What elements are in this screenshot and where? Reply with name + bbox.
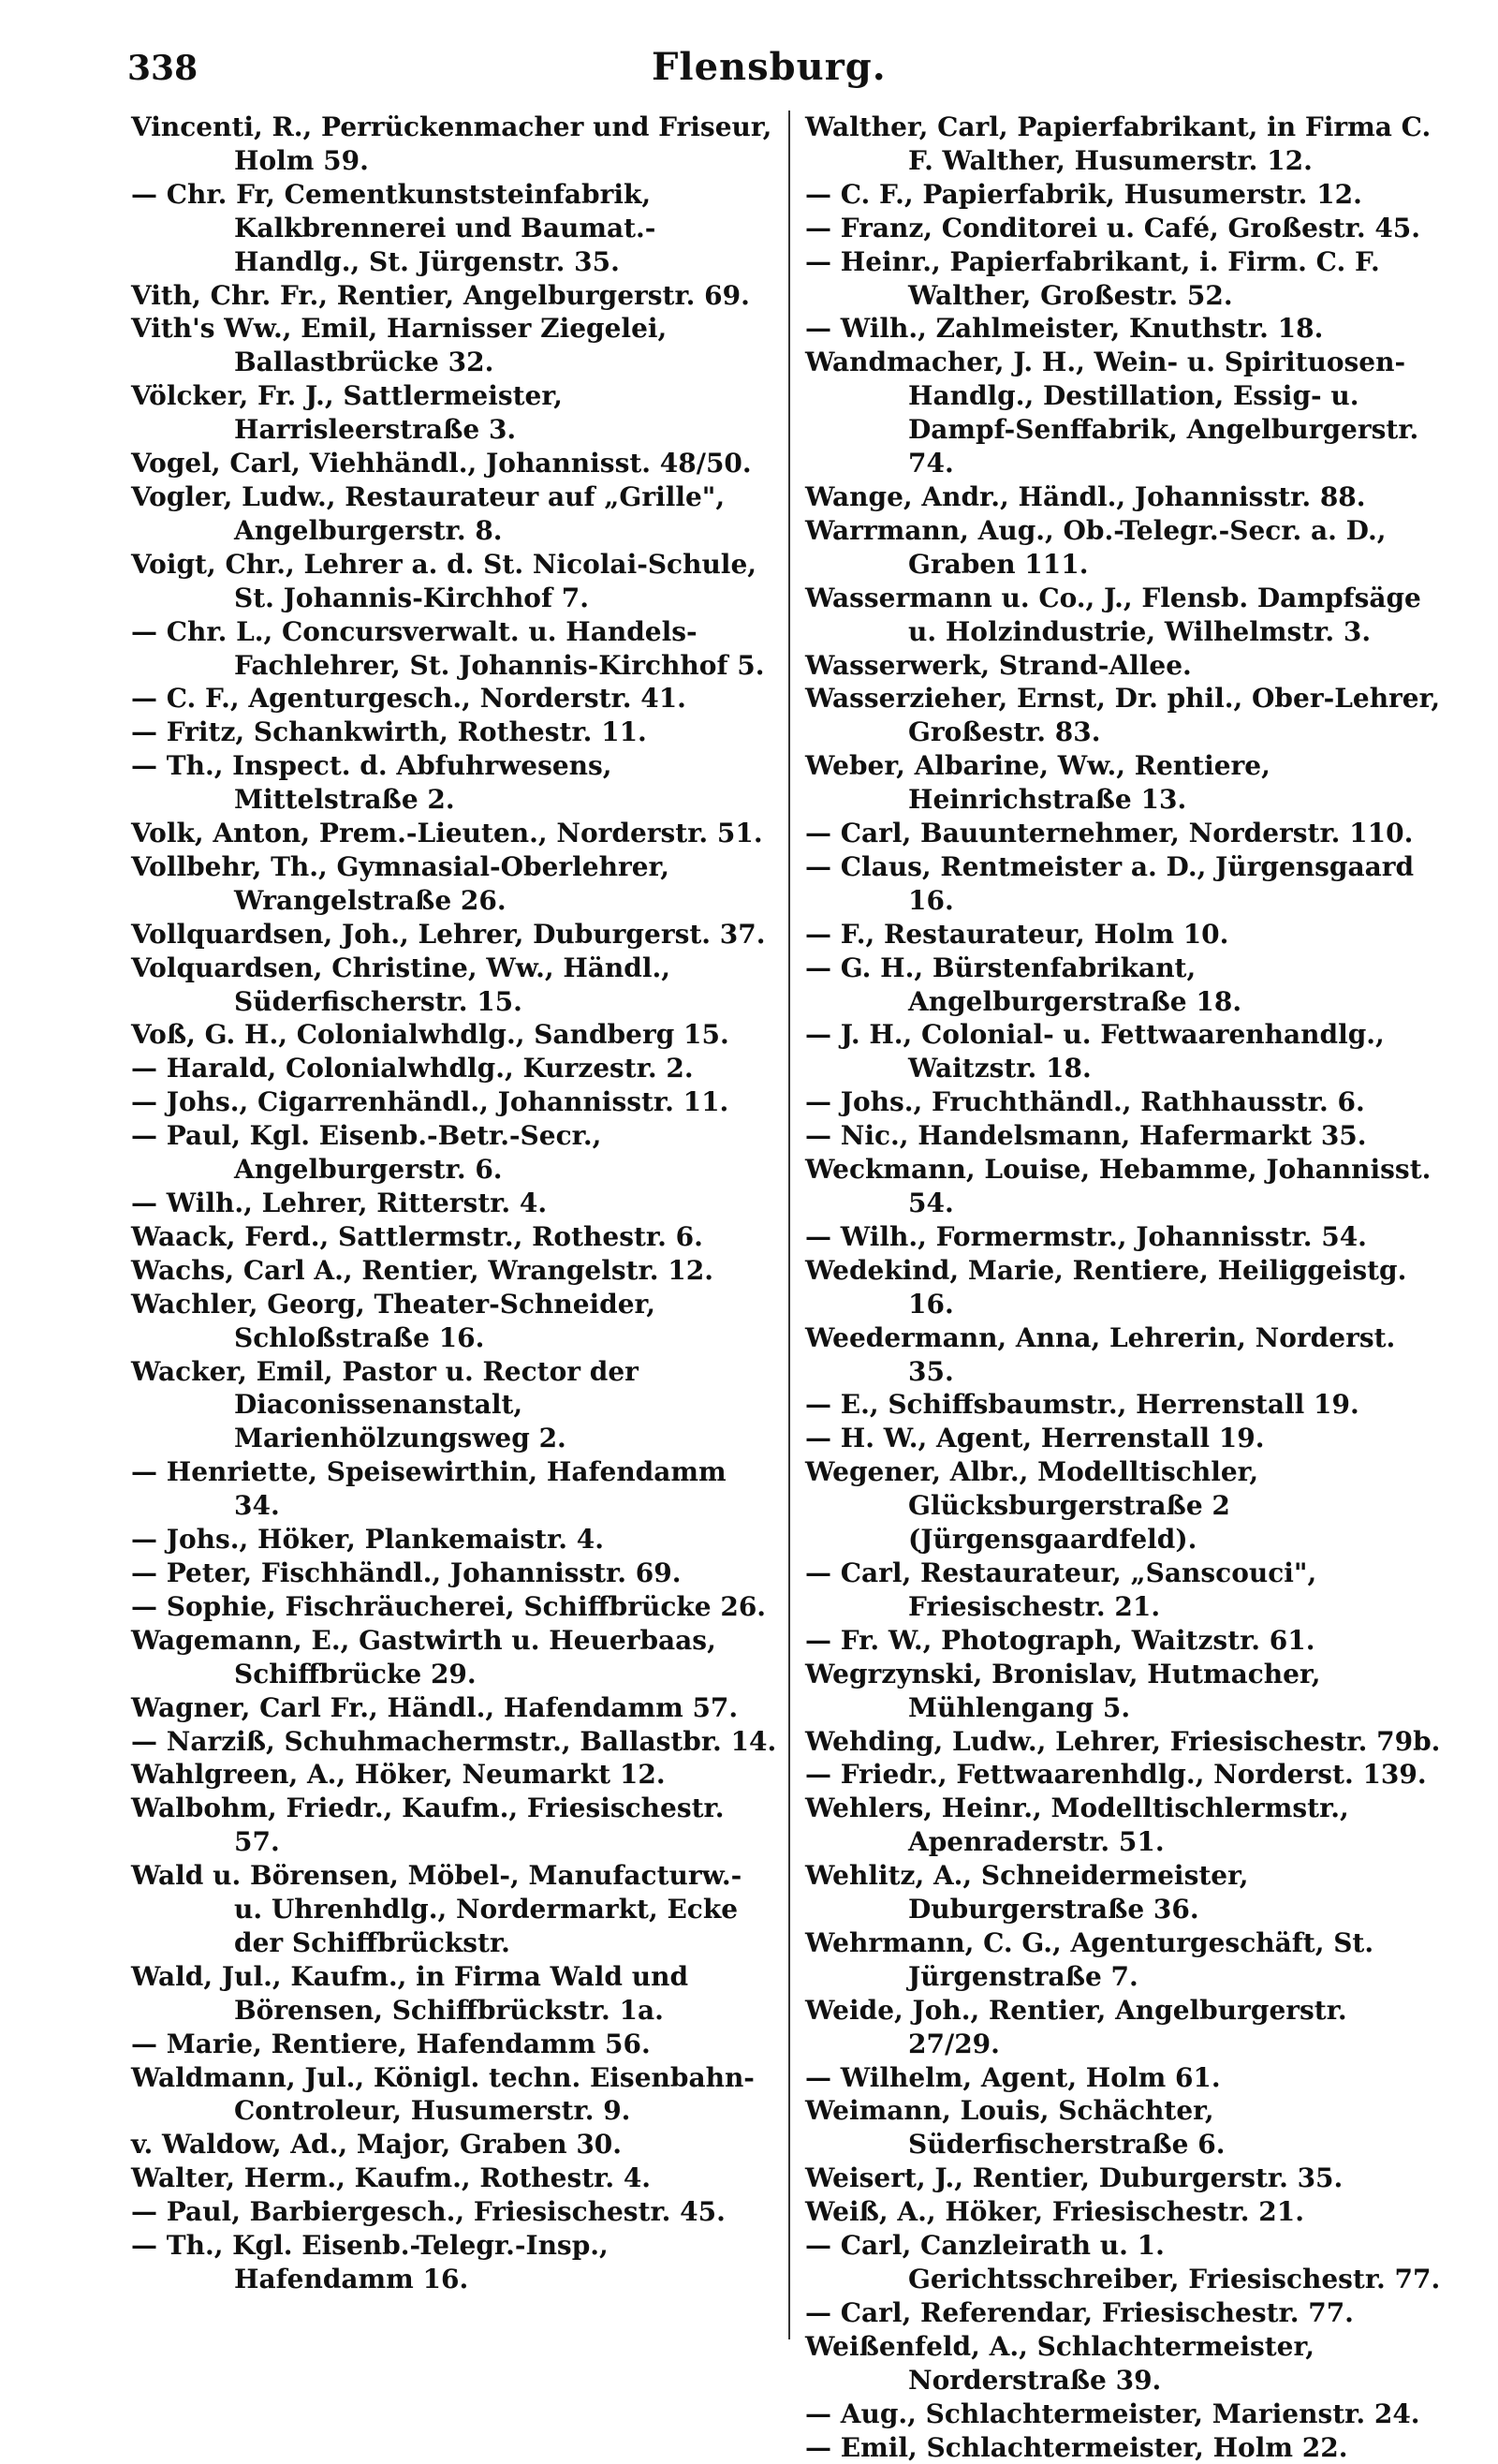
directory-entry: Volk, Anton, Prem.-Lieuten., Norderstr. 51.: [131, 818, 763, 849]
directory-entry: Weckmann, Louise, Hebamme, Johannisst. 54.: [805, 1154, 1432, 1218]
directory-entry: — Carl, Canzleirath u. 1. Gerichtsschreiber, Friesischestr. 77.: [805, 2230, 1441, 2294]
directory-entry: Wacker, Emil, Pastor u. Rector der Diaconissenanstalt, Marienhölzungsweg 2.: [131, 1355, 639, 1454]
directory-entry: Walbohm, Friedr., Kaufm., Friesischestr. 57.: [131, 1793, 725, 1858]
running-title: Flensburg.: [652, 45, 887, 89]
directory-entry: v. Waldow, Ad., Major, Graben 30.: [131, 2129, 623, 2161]
page-header: [127, 41, 1431, 97]
directory-entry: — Paul, Kgl. Eisenb.-Betr.-Secr., Angelburgerstr. 6.: [131, 1120, 602, 1186]
directory-entry: Vollquardsen, Joh., Lehrer, Duburgerst. 37.: [131, 918, 766, 950]
column-divider: [788, 111, 790, 2339]
directory-entry: Wasserzieher, Ernst, Dr. phil., Ober-Lehrer, Großestr. 83.: [805, 683, 1441, 748]
directory-entry: Weber, Albarine, Ww., Rentiere, Heinrichstraße 13.: [805, 750, 1270, 816]
directory-entry: Walter, Herm., Kaufm., Rothestr. 4.: [131, 2162, 652, 2194]
directory-entry: — Heinr., Papierfabrikant, i. Firm. C. F. Walther, Großestr. 52.: [805, 245, 1380, 311]
right-column: [805, 111, 1442, 2464]
directory-entry: Weide, Joh., Rentier, Angelburgerstr. 27/29.: [805, 1994, 1347, 2059]
directory-entry: Weimann, Louis, Schächter, Süderfischerstraße 6.: [805, 2095, 1226, 2161]
directory-entry: Warrmann, Aug., Ob.-Telegr.-Secr. a. D., Graben 111.: [805, 514, 1387, 580]
directory-entry: — Harald, Colonialwhdlg., Kurzestr. 2.: [131, 1053, 694, 1084]
directory-entry: — Nic., Handelsmann, Hafermarkt 35.: [805, 1120, 1367, 1152]
directory-entry: — G. H., Bürstenfabrikant, Angelburgerstraße 18.: [805, 952, 1242, 1017]
directory-entry: Vith's Ww., Emil, Harnisser Ziegelei, Ballastbrücke 32.: [131, 313, 668, 378]
directory-entry: — Narziß, Schuhmachermstr., Ballastbr. 14.: [131, 1725, 777, 1757]
directory-entry: Wandmacher, J. H., Wein- u. Spirituosen-Handlg., Destillation, Essig- u. Dampf-Senffabrik, Angelburgerstr. 74.: [805, 347, 1419, 480]
directory-entry: — Marie, Rentiere, Hafendamm 56.: [131, 2028, 651, 2059]
directory-entry: — Johs., Cigarrenhändl., Johannisstr. 11.: [131, 1086, 729, 1118]
directory-entry: Wegener, Albr., Modelltischler, Glücksburgerstraße 2 (Jürgensgaardfeld).: [805, 1456, 1259, 1556]
directory-entry: — Sophie, Fischräucherei, Schiffbrücke 26.: [131, 1590, 767, 1622]
directory-entry: — Carl, Restaurateur, „Sanscouci", Friesischestr. 21.: [805, 1557, 1317, 1622]
directory-entry: Wehlers, Heinr., Modelltischlermstr., Apenraderstr. 51.: [805, 1793, 1349, 1858]
directory-entry: Wachs, Carl A., Rentier, Wrangelstr. 12.: [131, 1254, 713, 1286]
directory-entry: Wagner, Carl Fr., Händl., Hafendamm 57.: [131, 1691, 739, 1723]
directory-entry: — F., Restaurateur, Holm 10.: [805, 918, 1229, 950]
directory-entry: Wehrmann, C. G., Agenturgeschäft, St. Jürgenstraße 7.: [805, 1926, 1374, 1992]
directory-entry: Weißenfeld, A., Schlachtermeister, Norderstraße 39.: [805, 2330, 1314, 2396]
directory-entry: Wehding, Ludw., Lehrer, Friesischestr. 79b.: [805, 1725, 1441, 1757]
directory-entry: — Fritz, Schankwirth, Rothestr. 11.: [131, 716, 647, 748]
directory-entry: — Peter, Fischhändl., Johannisstr. 69.: [131, 1557, 682, 1588]
directory-entry: Waldmann, Jul., Königl. techn. Eisenbahn-Controleur, Husumerstr. 9.: [131, 2061, 755, 2127]
directory-entry: Walther, Carl, Papierfabrikant, in Firma C. F. Walther, Husumerstr. 12.: [805, 111, 1432, 176]
directory-entry: — Franz, Conditorei u. Café, Großestr. 45.: [805, 212, 1421, 243]
directory-entry: — Th., Inspect. d. Abfuhrwesens, Mittelstraße 2.: [131, 750, 612, 816]
directory-entry: — Claus, Rentmeister a. D., Jürgensgaard 16.: [805, 850, 1415, 916]
directory-entry: — E., Schiffsbaumstr., Herrenstall 19.: [805, 1389, 1359, 1421]
directory-entry: — Fr. W., Photograph, Waitzstr. 61.: [805, 1624, 1315, 1656]
directory-entry: Weedermann, Anna, Lehrerin, Norderst. 35.: [805, 1321, 1396, 1387]
directory-entry: Volquardsen, Christine, Ww., Händl., Süderfischerstr. 15.: [131, 952, 670, 1017]
directory-entry: Wedekind, Marie, Rentiere, Heiliggeistg. 16.: [805, 1254, 1407, 1320]
directory-entry: Wange, Andr., Händl., Johannisstr. 88.: [805, 480, 1366, 512]
directory-entry: — Friedr., Fettwaarenhdlg., Norderst. 139.: [805, 1759, 1427, 1791]
directory-entry: — Johs., Fruchthändl., Rathhausstr. 6.: [805, 1086, 1365, 1118]
directory-entry: — Wilh., Lehrer, Ritterstr. 4.: [131, 1188, 548, 1218]
directory-entry: — C. F., Agenturgesch., Norderstr. 41.: [131, 683, 686, 715]
directory-entry: — Carl, Bauunternehmer, Norderstr. 110.: [805, 818, 1414, 849]
directory-entry: — Emil, Schlachtermeister, Holm 22.: [805, 2431, 1348, 2463]
directory-entry: — Chr. Fr, Cementkunststeinfabrik, Kalkbrennerei und Baumat.-Handlg., St. Jürgenstr. 35.: [131, 178, 656, 277]
directory-entry: Vogel, Carl, Viehhändl., Johannisst. 48/50.: [131, 448, 752, 480]
directory-entry: Vincenti, R., Perrückenmacher und Friseur, Holm 59.: [131, 111, 772, 176]
directory-entry: Vollbehr, Th., Gymnasial-Oberlehrer, Wrangelstraße 26.: [131, 850, 669, 916]
directory-entry: — J. H., Colonial- u. Fettwaarenhandlg., Waitzstr. 18.: [805, 1019, 1385, 1084]
directory-entry: Wagemann, E., Gastwirth u. Heuerbaas, Schiffbrücke 29.: [131, 1624, 716, 1689]
directory-entry: Waack, Ferd., Sattlermstr., Rothestr. 6.: [131, 1220, 703, 1252]
directory-entry: — Chr. L., Concursverwalt. u. Handels-Fachlehrer, St. Johannis-Kirchhof 5.: [131, 615, 765, 681]
directory-entry: — Aug., Schlachtermeister, Marienstr. 24.: [805, 2398, 1420, 2429]
directory-entry: — Paul, Barbiergesch., Friesischestr. 45.: [131, 2196, 726, 2228]
directory-entry: Wehlitz, A., Schneidermeister, Duburgerstraße 36.: [805, 1860, 1249, 1925]
directory-entry: — Wilh., Zahlmeister, Knuthstr. 18.: [805, 313, 1324, 345]
directory-entry: Völcker, Fr. J., Sattlermeister, Harrisleerstraße 3.: [131, 380, 563, 446]
directory-entry: — Wilhelm, Agent, Holm 61.: [805, 2061, 1221, 2093]
directory-entry: — Henriette, Speisewirthin, Hafendamm 34.: [131, 1456, 727, 1522]
directory-entry: Wahlgreen, A., Höker, Neumarkt 12.: [131, 1759, 666, 1791]
directory-entry: — Johs., Höker, Plankemaistr. 4.: [131, 1524, 605, 1556]
directory-entry: — Wilh., Formermstr., Johannisstr. 54.: [805, 1220, 1367, 1252]
directory-entry: — H. W., Agent, Herrenstall 19.: [805, 1423, 1265, 1454]
page-number: 338: [127, 49, 198, 88]
directory-entry: — C. F., Papierfabrik, Husumerstr. 12.: [805, 178, 1362, 210]
directory-entry: — Th., Kgl. Eisenb.-Telegr.-Insp., Hafendamm 16.: [131, 2230, 609, 2294]
left-column: [131, 111, 777, 2296]
directory-entry: Voß, G. H., Colonialwhdlg., Sandberg 15.: [131, 1019, 729, 1051]
directory-entry: Wald u. Börensen, Möbel-, Manufacturw.- u. Uhrenhdlg., Nordermarkt, Ecke der Schiffbrückstr.: [131, 1860, 742, 1958]
directory-entry: Wassermann u. Co., J., Flensb. Dampfsäge u. Holzindustrie, Wilhelmstr. 3.: [805, 582, 1421, 647]
directory-entry: Wasserwerk, Strand-Allee.: [805, 649, 1192, 681]
directory-entry: Weisert, J., Rentier, Duburgerstr. 35.: [805, 2162, 1344, 2194]
directory-entry: Wachler, Georg, Theater-Schneider, Schloßstraße 16.: [131, 1288, 656, 1353]
directory-entry: Voigt, Chr., Lehrer a. d. St. Nicolai-Schule, St. Johannis-Kirchhof 7.: [131, 548, 757, 613]
directory-entry: Wald, Jul., Kaufm., in Firma Wald und Börensen, Schiffbrückstr. 1a.: [131, 1960, 689, 2026]
directory-entry: Wegrzynski, Bronislav, Hutmacher, Mühlengang 5.: [805, 1658, 1321, 1723]
directory-entry: Vith, Chr. Fr., Rentier, Angelburgerstr. 69.: [131, 279, 750, 311]
directory-entry: — Carl, Referendar, Friesischestr. 77.: [805, 2296, 1354, 2328]
directory-entry: Vogler, Ludw., Restaurateur auf „Grille", Angelburgerstr. 8.: [131, 480, 726, 546]
directory-entry: Weiß, A., Höker, Friesischestr. 21.: [805, 2196, 1304, 2228]
